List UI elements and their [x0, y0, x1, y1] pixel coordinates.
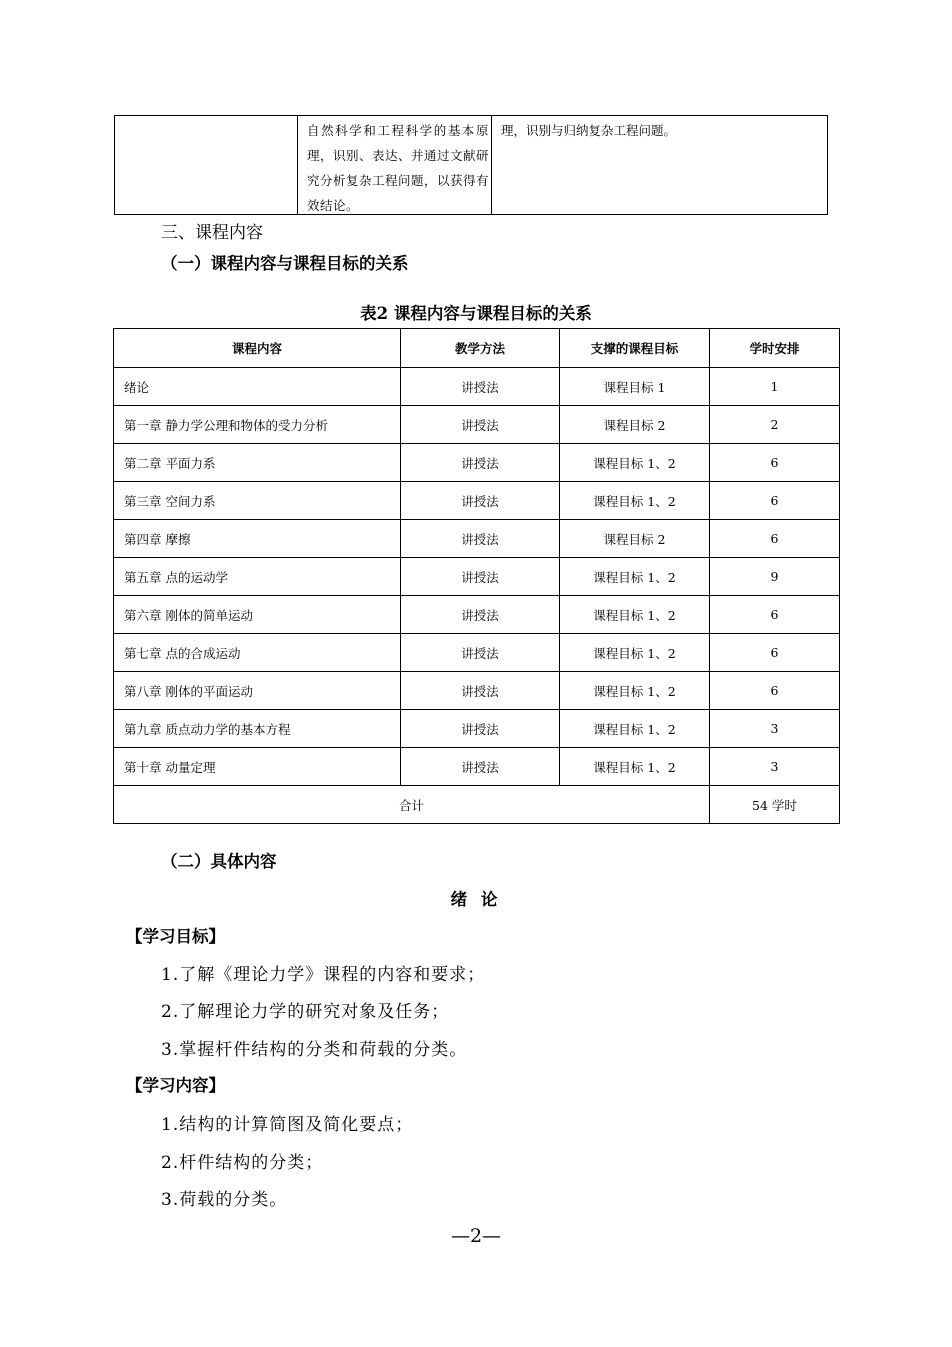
cell-content: 第二章 平面力系: [114, 444, 401, 482]
cell-hours: 3: [710, 710, 840, 748]
table-row: [114, 558, 840, 596]
table-row: [114, 596, 840, 634]
cell-content: 第一章 静力学公理和物体的受力分析: [114, 406, 401, 444]
table-header-row: [114, 329, 840, 368]
header-goal: 支撑的课程目标: [560, 329, 710, 368]
cell-hours: 6: [710, 634, 840, 672]
cell-hours: 6: [710, 444, 840, 482]
content-heading: 【学习内容】: [126, 1076, 225, 1095]
header-content: 课程内容: [114, 329, 401, 368]
content-item: 3.荷载的分类。: [161, 1190, 288, 1210]
cell-goal: 课程目标 1: [560, 368, 710, 406]
content-item: 2.杆件结构的分类；: [161, 1153, 324, 1173]
cell-goal: 课程目标 2: [560, 406, 710, 444]
cell-goal: 课程目标 1、2: [560, 710, 710, 748]
cell-method: 讲授法: [401, 406, 560, 444]
total-value: 54 学时: [710, 786, 840, 824]
cell-content: 第五章 点的运动学: [114, 558, 401, 596]
continuation-right-cell: 理，识别与归纳复杂工程问题。: [501, 123, 677, 138]
header-method: 教学方法: [401, 329, 560, 368]
cell-content: 第八章 刚体的平面运动: [114, 672, 401, 710]
table-divider: [491, 116, 492, 214]
cell-hours: 6: [710, 672, 840, 710]
cell-goal: 课程目标 1、2: [560, 558, 710, 596]
table-row: [114, 444, 840, 482]
cell-hours: 6: [710, 520, 840, 558]
course-content-table: [113, 328, 840, 824]
subsection-title: （一）课程内容与课程目标的关系: [161, 254, 409, 273]
cell-method: 讲授法: [401, 672, 560, 710]
subsection-title: （二）具体内容: [161, 852, 277, 871]
goals-heading: 【学习目标】: [126, 927, 225, 946]
content-item: 1.结构的计算简图及简化要点；: [161, 1115, 414, 1135]
cell-goal: 课程目标 1、2: [560, 444, 710, 482]
table-caption: 表2 课程内容与课程目标的关系: [360, 304, 592, 323]
cell-content: 第九章 质点动力学的基本方程: [114, 710, 401, 748]
table-row: [114, 672, 840, 710]
cell-method: 讲授法: [401, 368, 560, 406]
goal-item: 1.了解《理论力学》课程的内容和要求；: [161, 965, 486, 985]
cell-content: 第四章 摩擦: [114, 520, 401, 558]
cell-content: 第六章 刚体的简单运动: [114, 596, 401, 634]
table-row: [114, 748, 840, 786]
cell-method: 讲授法: [401, 558, 560, 596]
table-row: [114, 710, 840, 748]
cell-hours: 6: [710, 482, 840, 520]
cell-hours: 2: [710, 406, 840, 444]
cell-hours: 9: [710, 558, 840, 596]
cell-goal: 课程目标 1、2: [560, 748, 710, 786]
cell-hours: 6: [710, 596, 840, 634]
cell-goal: 课程目标 1、2: [560, 634, 710, 672]
cell-method: 讲授法: [401, 710, 560, 748]
cell-hours: 1: [710, 368, 840, 406]
table-row: [114, 406, 840, 444]
cell-method: 讲授法: [401, 444, 560, 482]
goal-item: 2.了解理论力学的研究对象及任务；: [161, 1002, 450, 1022]
cell-hours: 3: [710, 748, 840, 786]
cell-goal: 课程目标 2: [560, 520, 710, 558]
goal-item: 3.掌握杆件结构的分类和荷载的分类。: [161, 1040, 468, 1060]
cell-content: 第十章 动量定理: [114, 748, 401, 786]
cell-method: 讲授法: [401, 482, 560, 520]
cell-content: 绪论: [114, 368, 401, 406]
cell-content: 第三章 空间力系: [114, 482, 401, 520]
cell-method: 讲授法: [401, 520, 560, 558]
cell-goal: 课程目标 1、2: [560, 672, 710, 710]
table-divider: [297, 116, 298, 214]
cell-method: 讲授法: [401, 596, 560, 634]
chapter-title: 绪 论: [450, 890, 502, 909]
continuation-middle-cell: 自然科学和工程科学的基本原理，识别、表达、并通过文献研究分析复杂工程问题，以获得有效结论。: [307, 123, 490, 213]
table-row: [114, 520, 840, 558]
cell-goal: 课程目标 1、2: [560, 596, 710, 634]
continuation-table: [114, 115, 828, 215]
table-row: [114, 634, 840, 672]
table-row: [114, 482, 840, 520]
cell-goal: 课程目标 1、2: [560, 482, 710, 520]
section-title: 三、课程内容: [161, 223, 263, 243]
cell-method: 讲授法: [401, 748, 560, 786]
cell-content: 第七章 点的合成运动: [114, 634, 401, 672]
cell-method: 讲授法: [401, 634, 560, 672]
page-number: —2—: [450, 1225, 502, 1247]
header-hours: 学时安排: [710, 329, 840, 368]
table-row: [114, 368, 840, 406]
table-total-row: [114, 786, 840, 824]
total-label: 合计: [114, 786, 710, 824]
